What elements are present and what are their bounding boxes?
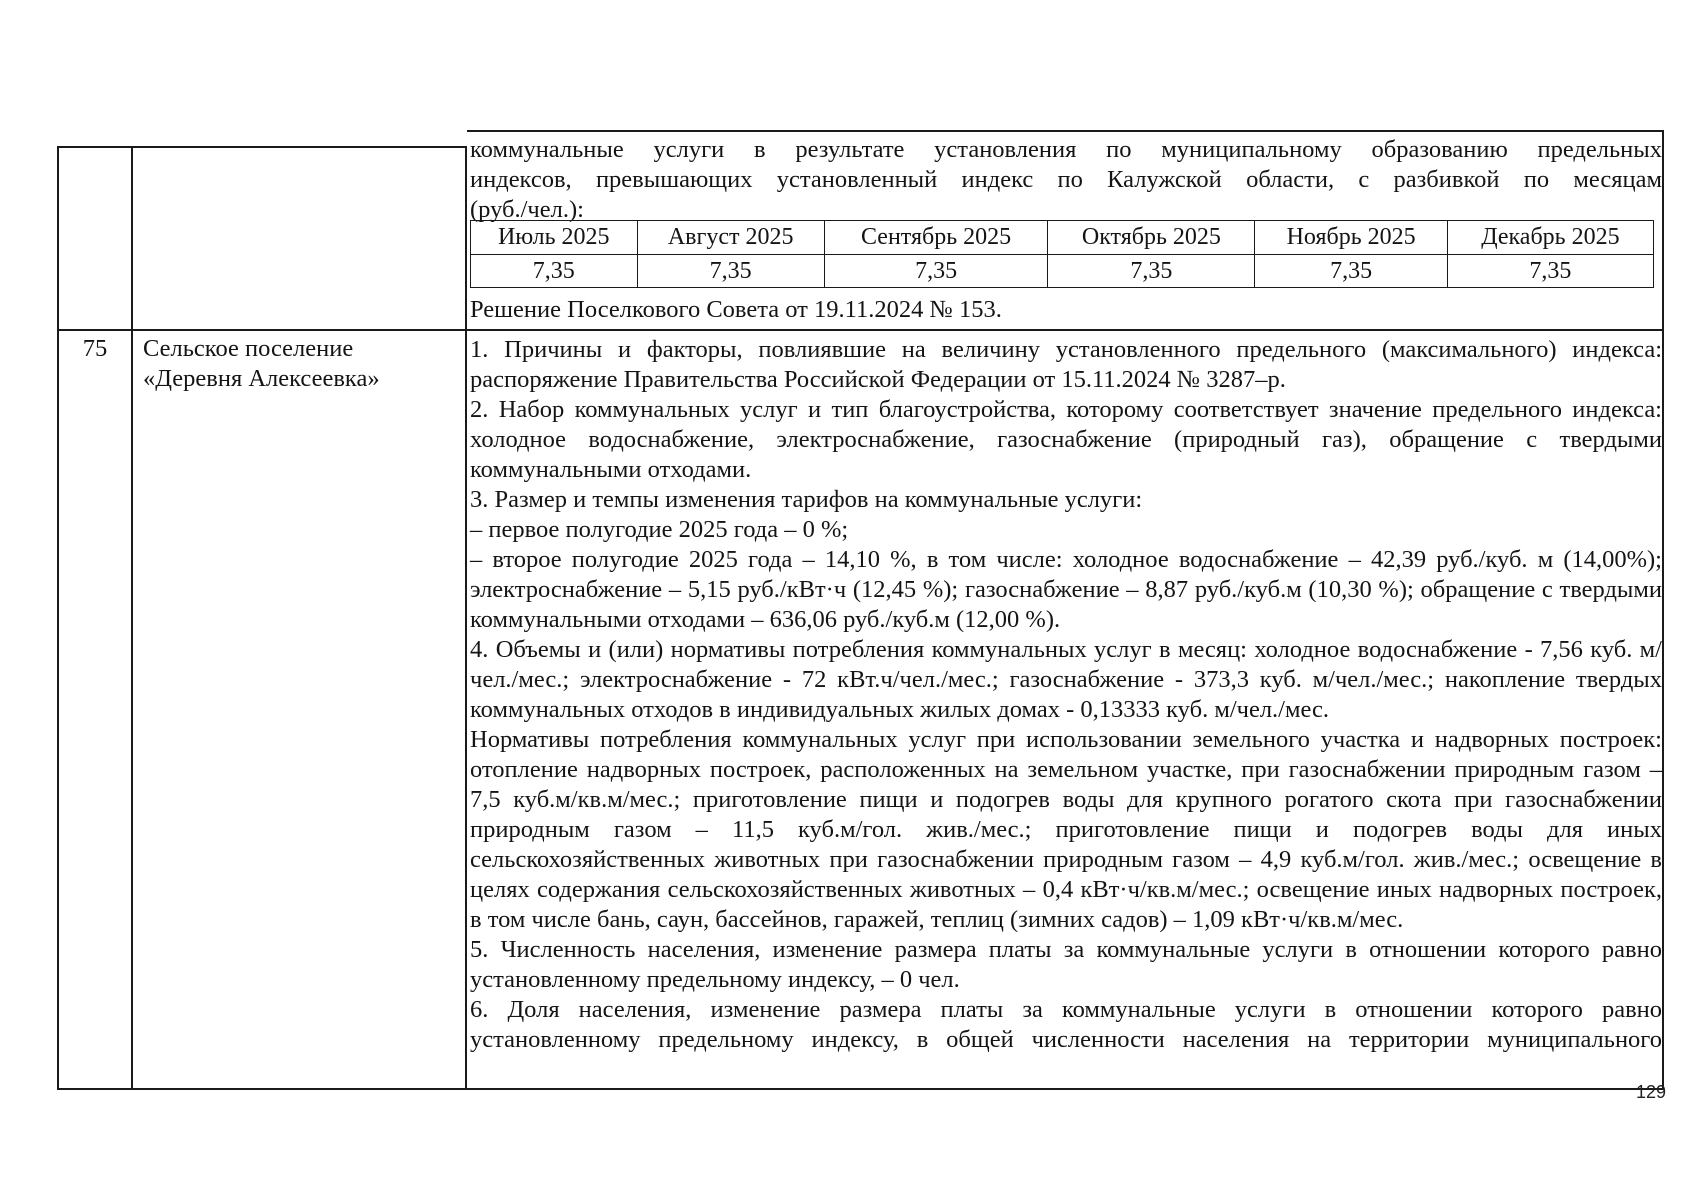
month-value: 7,35 — [471, 254, 638, 288]
continued-description — [470, 135, 1662, 225]
month-header: Сентябрь 2025 — [824, 221, 1048, 255]
paragraph: – второе полугодие 2025 года – 14,10 %, в том числе: холодное водоснабжение – 42,39 руб./куб. м (14,00%); электроснабжение – 5,15 руб./кВт·ч (12,45 %); газоснабжение – 8,87 руб./куб.м (10,30 %); обращение с твердыми коммунальными отходами – 636,06 руб./куб.м (12,00 %). — [470, 546, 1662, 633]
paragraph: 4. Объемы и (или) нормативы потребления коммунальных услуг в месяц: холодное водоснабжение - 7,56 куб. м/чел./мес.; электроснабжение - 72 кВт.ч/чел./мес.; газоснабжение - 373,3 куб. м/чел./мес.; накопление твердых коммунальных отходов в индивидуальных жилых домах - 0,13333 куб. м/чел./мес. — [470, 636, 1662, 723]
paragraph: 5. Численность населения, изменение размера платы за коммунальные услуги в отношении которого равно установленному предельному индексу, – 0 чел. — [470, 936, 1662, 993]
table-bottom-border — [57, 1088, 1664, 1090]
text-line: (руб./чел.): — [470, 196, 584, 223]
row-number: 75 — [82, 335, 108, 362]
page-number: 129 — [1636, 1082, 1667, 1102]
paragraph: 2. Набор коммунальных услуг и тип благоустройства, которому соответствует значение предельного индекса: холодное водоснабжение, электроснабжение, газоснабжение (природный газ), обращение с твердыми коммунальными отходами. — [470, 396, 1662, 483]
column-divider-2 — [465, 146, 467, 1090]
month-value: 7,35 — [1255, 254, 1447, 288]
month-header: Август 2025 — [637, 221, 824, 255]
paragraph: 1. Причины и факторы, повлиявшие на величину установленного предельного (максимального) индекса: распоряжение Правительства Российской Федерации от 15.11.2024 № 3287–р. — [470, 336, 1662, 393]
month-value: 7,35 — [1048, 254, 1255, 288]
month-value: 7,35 — [1447, 254, 1653, 288]
settlement-name-line: «Деревня Алексеевка» — [143, 365, 380, 392]
monthly-index-table — [470, 220, 1654, 288]
paragraph: 3. Размер и темпы изменения тарифов на коммунальные услуги: — [470, 486, 1143, 513]
month-header: Октябрь 2025 — [1048, 221, 1255, 255]
settlement-name — [143, 334, 463, 394]
month-header: Ноябрь 2025 — [1255, 221, 1447, 255]
table-top-border-right — [467, 130, 1664, 132]
text-line: коммунальные услуги в результате установления по муниципальному образованию предельных — [470, 136, 1662, 163]
row-divider — [57, 329, 1664, 331]
table-right-border — [1662, 130, 1664, 1090]
table-left-border — [57, 146, 59, 1090]
paragraph: – первое полугодие 2025 года – 0 %; — [470, 516, 849, 543]
decision-reference: Решение Поселкового Совета от 19.11.2024 № 153. — [470, 296, 1002, 323]
row-75-description — [470, 335, 1662, 1055]
month-value: 7,35 — [824, 254, 1048, 288]
month-value: 7,35 — [637, 254, 824, 288]
month-header: Декабрь 2025 — [1447, 221, 1653, 255]
month-header: Июль 2025 — [471, 221, 638, 255]
table-row — [471, 254, 1654, 288]
settlement-name-line: Сельское поселение — [143, 335, 354, 362]
paragraph: 6. Доля населения, изменение размера платы за коммунальные услуги в отношении которого равно установленному предельному индексу, в общей численности населения на территории муниципального — [470, 996, 1662, 1053]
text-line: индексов, превышающих установленный индекс по Калужской области, с разбивкой по месяцам — [470, 166, 1662, 193]
table-row — [471, 221, 1654, 255]
table-top-border — [57, 146, 467, 148]
paragraph: Нормативы потребления коммунальных услуг при использовании земельного участка и надворных построек: отопление надворных построек, расположенных на земельном участке, при газоснабжении природным газом – 7,5 куб.м/кв.м/мес.; приготовление пищи и подогрев воды для крупного рогатого скота при газоснабжении природным газом – 11,5 куб.м/гол. жив./мес.; приготовление пищи и подогрев воды для иных сельскохозяйственных животных при газоснабжении природным газом – 4,9 куб.м/гол. жив./мес.; освещение в целях содержания сельскохозяйственных животных – 0,4 кВт·ч/кв.м/мес.; освещение иных надворных построек, в том числе бань, саун, бассейнов, гаражей, теплиц (зимних садов) – 1,09 кВт·ч/кв.м/мес. — [470, 726, 1662, 933]
column-divider-1 — [131, 146, 133, 1090]
